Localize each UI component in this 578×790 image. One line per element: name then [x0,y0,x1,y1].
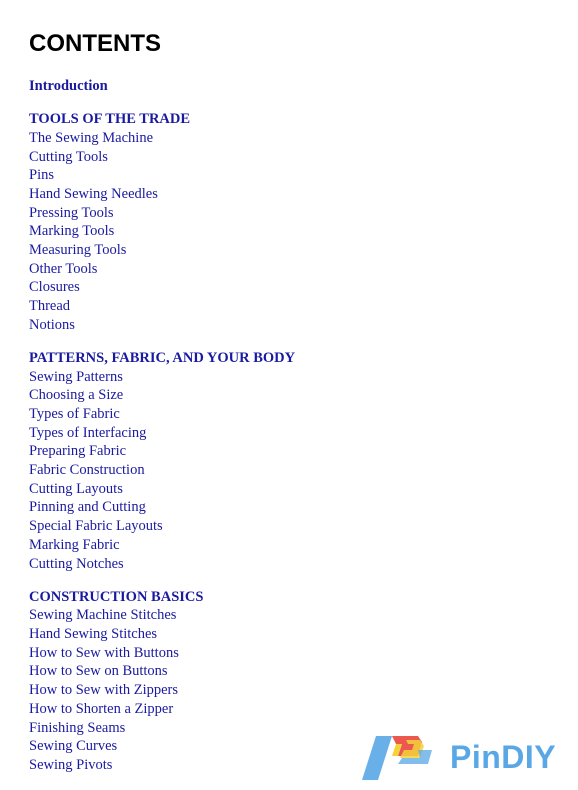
toc-link[interactable]: Fabric Construction [29,462,145,479]
toc-link[interactable]: Thread [29,298,71,315]
toc-link[interactable]: Hand Sewing Needles [29,185,158,202]
toc-link[interactable]: Closures [29,279,80,296]
toc-link[interactable]: Other Tools [29,260,98,277]
toc-link[interactable]: Measuring Tools [29,242,127,258]
section-heading-construction[interactable]: CONSTRUCTION BASICS [29,588,204,605]
toc-link[interactable]: Pinning and Cutting [29,499,146,516]
toc-link[interactable]: Pressing Tools [29,204,114,221]
toc-link[interactable]: Types of Interfacing [29,424,147,441]
section-gap [29,96,295,111]
pindiy-logo-icon [362,730,442,785]
toc-link[interactable]: Cutting Notches [29,555,124,572]
toc-link[interactable]: Sewing Curves [29,738,118,755]
toc-link[interactable]: Special Fabric Layouts [29,518,163,535]
toc-link[interactable]: Choosing a Size [29,387,124,404]
page-title: CONTENTS [29,30,161,57]
toc-link[interactable]: Cutting Layouts [29,480,123,497]
toc-link[interactable]: The Sewing Machine [29,129,154,146]
section-heading-tools[interactable]: TOOLS OF THE TRADE [29,111,191,128]
toc-link[interactable]: Sewing Pivots [29,756,113,773]
toc-link[interactable]: How to Sew on Buttons [29,663,168,680]
toc-link[interactable]: Types of Fabric [29,406,120,422]
toc-link[interactable]: How to Sew with Buttons [29,644,179,661]
toc-link[interactable]: Cutting Tools [29,148,108,165]
toc-link[interactable]: Marking Fabric [29,536,120,553]
toc-link[interactable]: Sewing Patterns [29,368,123,385]
toc-link[interactable]: Notions [29,316,75,333]
toc-link[interactable]: Pins [29,167,54,184]
toc-link[interactable]: How to Shorten a Zipper [29,700,174,717]
toc-link[interactable]: How to Sew with Zippers [29,682,179,699]
toc-link[interactable]: Marking Tools [29,223,115,240]
section-gap [29,334,295,349]
watermark-text: PinDIY [450,739,557,775]
section-gap [29,573,295,588]
toc-link[interactable]: Preparing Fabric [29,443,127,460]
toc-link[interactable]: Sewing Machine Stitches [29,607,177,624]
pindiy-watermark [362,730,578,785]
toc-link-introduction[interactable]: Introduction [29,78,108,94]
toc-link[interactable]: Finishing Seams [29,719,126,736]
section-heading-patterns[interactable]: PATTERNS, FABRIC, AND YOUR BODY [29,349,296,366]
table-of-contents [29,77,295,775]
toc-link[interactable]: Hand Sewing Stitches [29,626,158,643]
